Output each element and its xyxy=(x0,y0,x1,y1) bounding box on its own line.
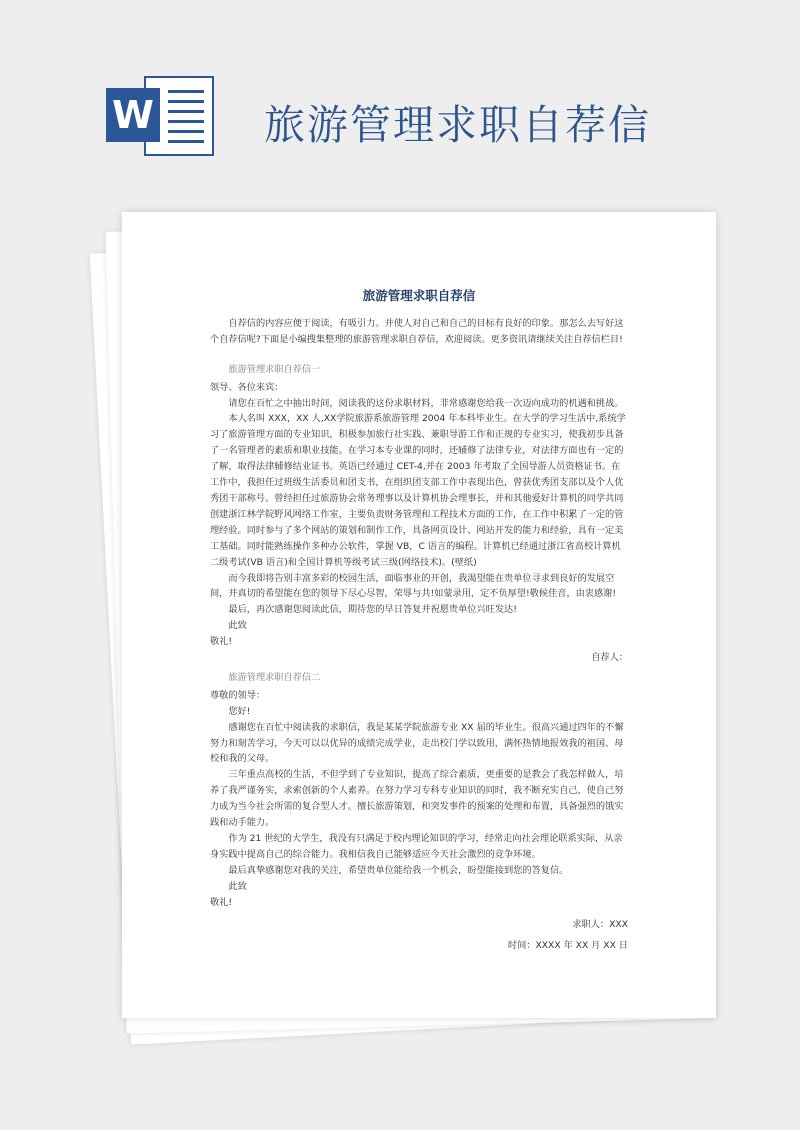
letter2-paragraph-3: 作为 21 世纪的大学生，我没有只满足于校内理论知识的学习，经常走向社会理论联系实际，从亲身实践中提高自己的综合能力。我相信我自己能够适应今天社会激烈的竞争环境。 xyxy=(210,833,623,860)
letter1-paragraph-4: 最后，再次感谢您阅读此信，期待您的早日答复并祝愿贵单位兴旺发达! xyxy=(228,604,517,616)
letter1-paragraph-1: 请您在百忙之中抽出时间，阅读我的这份求职材料，非常感谢您给我一次迈向成功的机遇和挑战。 xyxy=(228,397,624,409)
letter2-closing-1: 此致 xyxy=(228,880,247,892)
letter2-date: 时间：XXXX 年 XX 月 XX 日 xyxy=(507,940,628,952)
letter2-salutation: 尊敬的领导： xyxy=(210,689,266,701)
header xyxy=(106,70,746,170)
letter2-paragraph-2: 三年重点高校的生活，不但学到了专业知识，提高了综合素质，更重要的是教会了我怎样做人，培养了我严谨务实，求索创新的个人素养。在努力学习专科专业知识的同时，我不断充实自己，使自己努力成为当今社会所需的复合型人才。擅长旅游策划，和突发事件的预案的处理和布置，具备强烈的饿实践和动手能力。 xyxy=(210,769,624,829)
letter1-closing-2: 敬礼! xyxy=(210,636,233,648)
document-title: 旅游管理求职自荐信 xyxy=(362,288,476,303)
letter1-signature: 自荐人： xyxy=(591,652,628,664)
word-document-icon xyxy=(106,70,214,162)
letter2-paragraph-4: 最后真挚感谢您对我的关注，希望贵单位能给我一个机会，盼望能接到您的答复信。 xyxy=(228,864,569,876)
letter2-signature: 求职人：XXX xyxy=(572,918,628,930)
letter2-heading: 旅游管理求职自荐信二 xyxy=(228,671,321,683)
letter1-heading: 旅游管理求职自荐信一 xyxy=(228,363,321,375)
document-page xyxy=(122,212,716,1018)
letter2-paragraph-1: 感谢您在百忙中阅读我的求职信，我是某某学院旅游专业 XX 届的毕业生。很高兴通过四年的不懈努力和刻苦学习，今天可以以优异的成绩完成学业，走出校门学以致用，满怀热情地报效我的祖国、母校和我的父母。 xyxy=(210,721,624,765)
letter1-closing-1: 此致 xyxy=(228,620,247,632)
letter1-salutation: 领导、各位来宾： xyxy=(210,381,284,393)
word-letter-badge: W xyxy=(106,88,160,142)
letter2-closing-2: 敬礼! xyxy=(210,896,233,908)
letter2-greeting: 您好! xyxy=(228,705,251,717)
page-title: 旅游管理求职自荐信 xyxy=(264,101,651,149)
letter1-paragraph-2: 本人名叫 XXX，XX 人,XX学院旅游系旅游管理 2004 年本科毕业生。在大学的学习生活中,系统学习了旅游管理方面的专业知识，积极参加旅行社实践、兼职导游工作和正规的专业实习，使我初步具备了一名管理者的素质和职业技能。在学习本专业课的同时，还辅修了法律专业，对法律方面也有一定的了解，取得法律辅修结业证书。英语已经通过 CET-4,并在 2003 年考取了全国导游人员资格证书。在工作中，我担任过班级生活委员和团支书，在组织团支部工作中表现出色，曾获优秀团支部以及个人优秀团干部称号。曾经担任过旅游协会常务理事以及计算机协会理事长，并和其他爱好计算机的同学共同创建浙江林学院野风网络工作室，主要负责财务管理和工程技术方面的工作，在工作中积累了一定的管理经验。同时参与了多个网站的策划和制作工作，具备网页设计、网站开发的能力和经验，具有一定美工基础。同时能熟练操作多种办公软件，掌握 VB，C 语言的编程。计算机已经通过浙江省高校计算机二级考试(VB 语言)和全国计算机等级考试三级(网络技术)。(壁纸) xyxy=(210,413,626,568)
letter1-paragraph-3: 而今我即将告别丰富多彩的校园生活，面临事业的开创，我渴望能在贵单位寻求到良好的发展空间，并真切的希望能在您的领导下尽心尽智，荣辱与共!如蒙录用，定不负厚望!敬候佳音，由衷感谢! xyxy=(210,572,617,600)
intro-paragraph: 自荐信的内容应便于阅读，有吸引力。并使人对自己和自己的目标有良好的印象。那怎么去写好这个自荐信呢?下面是小编搜集整理的旅游管理求职自荐信，欢迎阅读。更多资讯请继续关注自荐信栏目! xyxy=(210,317,624,345)
